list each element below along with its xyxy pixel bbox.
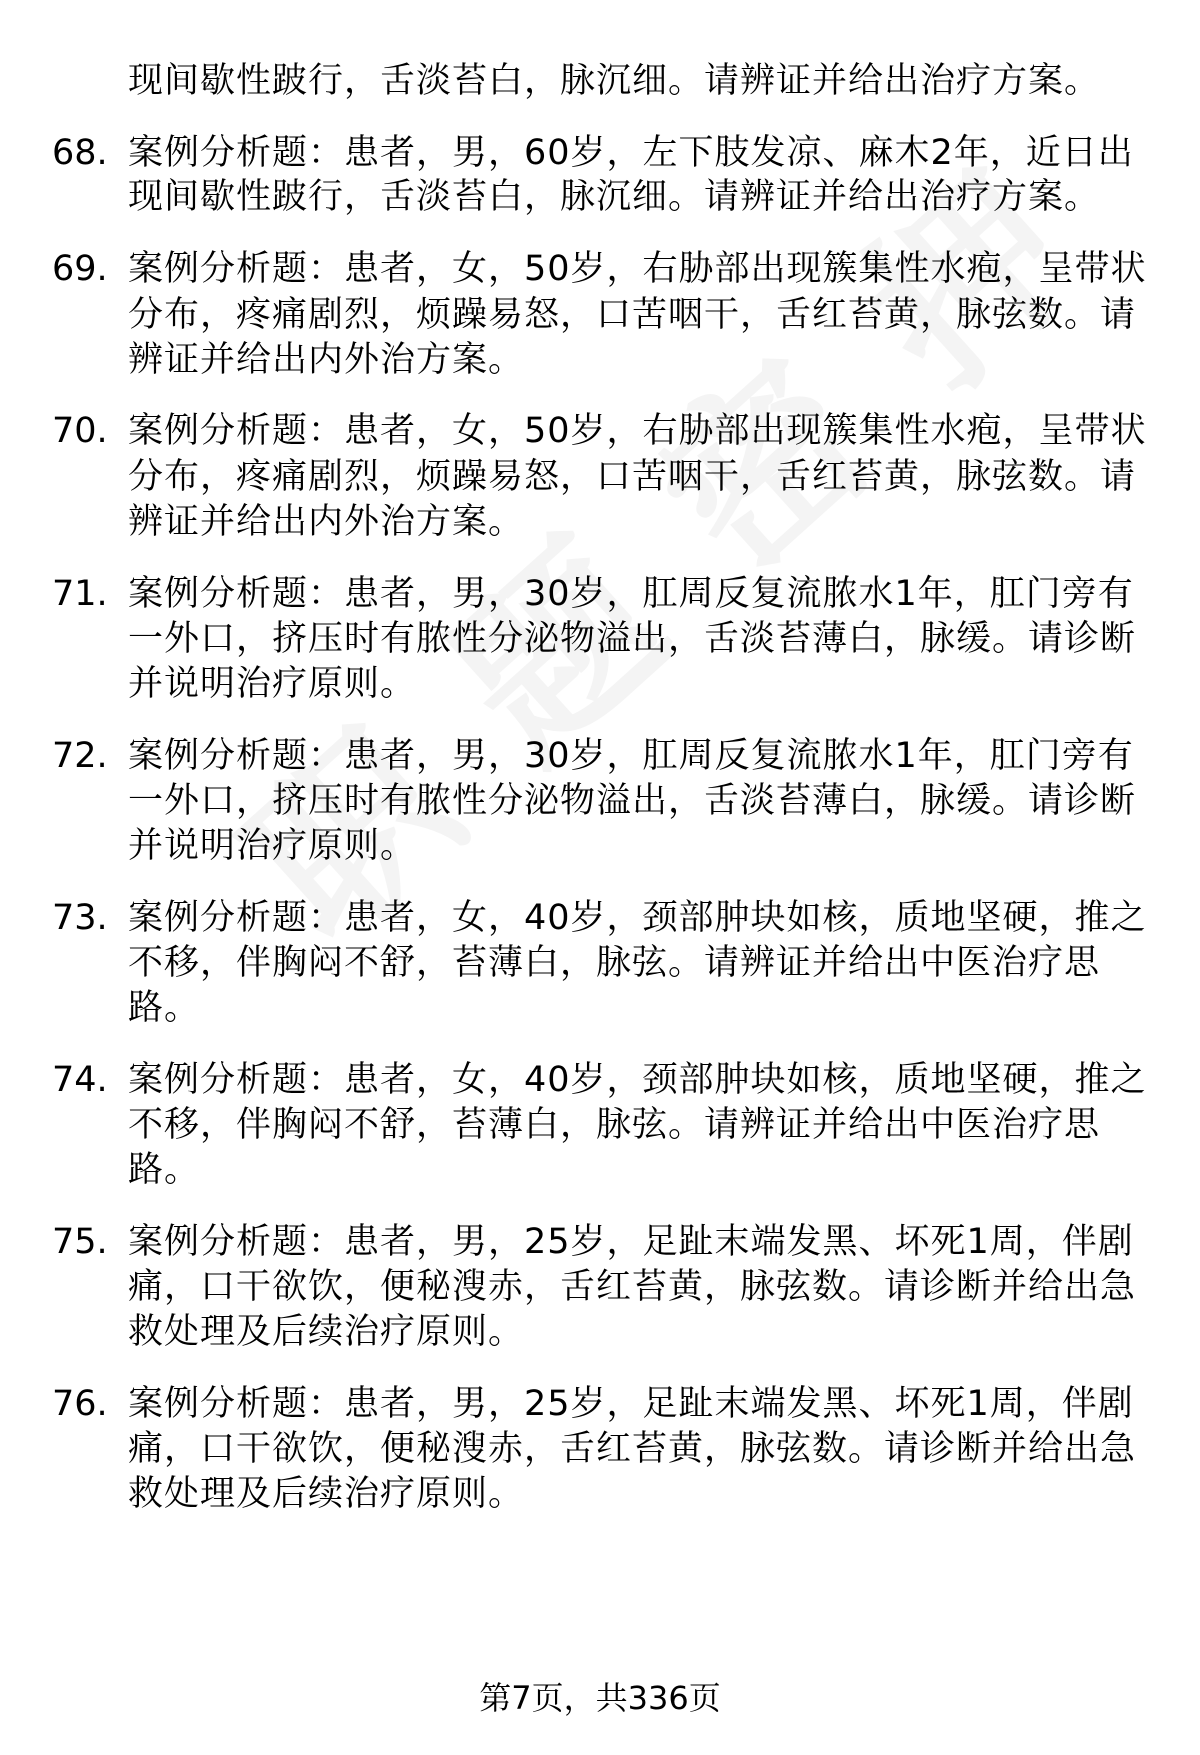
question-line: 痛，口干欲饮，便秘溲赤，舌红苔黄，脉弦数。请诊断并给出急 [128,1429,1137,1469]
continuation-line: 现间歇性跛行，舌淡苔白，脉沉细。请辨证并给出治疗方案。 [128,61,1101,101]
question-line: 救处理及后续治疗原则。 [128,1312,525,1352]
question-line: 路。 [128,1150,201,1190]
question-number: 74. [52,1060,108,1100]
question-line: 路。 [128,988,201,1028]
question-number: 69. [52,249,108,289]
question-line: 案例分析题：患者，女，40岁，颈部肿块如核，质地坚硬，推之 [128,898,1147,938]
question-number: 76. [52,1384,108,1424]
page-number-footer: 第7页，共336页 [479,1679,721,1717]
question-number: 71. [52,574,108,614]
question-line: 救处理及后续治疗原则。 [128,1474,525,1514]
question-line: 一外口，挤压时有脓性分泌物溢出，舌淡苔薄白，脉缓。请诊断 [128,781,1137,821]
question-line: 辨证并给出内外治方案。 [128,502,525,542]
question-line: 辨证并给出内外治方案。 [128,340,525,380]
question-number: 72. [52,736,108,776]
question-number: 73. [52,898,108,938]
question-line: 并说明治疗原则。 [128,826,417,866]
question-line: 分布，疼痛剧烈，烦躁易怒，口苦咽干，舌红苔黄，脉弦数。请 [128,295,1137,335]
question-line: 案例分析题：患者，女，40岁，颈部肿块如核，质地坚硬，推之 [128,1060,1147,1100]
question-line: 现间歇性跛行，舌淡苔白，脉沉细。请辨证并给出治疗方案。 [128,177,1101,217]
question-line: 不移，伴胸闷不舒，苔薄白，脉弦。请辨证并给出中医治疗思 [128,943,1101,983]
question-number: 68. [52,133,108,173]
question-line: 不移，伴胸闷不舒，苔薄白，脉弦。请辨证并给出中医治疗思 [128,1105,1101,1145]
question-number: 75. [52,1222,108,1262]
question-line: 分布，疼痛剧烈，烦躁易怒，口苦咽干，舌红苔黄，脉弦数。请 [128,457,1137,497]
question-line: 一外口，挤压时有脓性分泌物溢出，舌淡苔薄白，脉缓。请诊断 [128,619,1137,659]
question-line: 案例分析题：患者，女，50岁，右胁部出现簇集性水疱，呈带状 [128,249,1147,289]
question-number: 70. [52,411,108,451]
question-line: 案例分析题：患者，男，30岁，肛周反复流脓水1年，肛门旁有 [128,574,1134,614]
question-line: 案例分析题：患者，男，25岁，足趾末端发黑、坏死1周，伴剧 [128,1222,1134,1262]
question-line: 案例分析题：患者，女，50岁，右胁部出现簇集性水疱，呈带状 [128,411,1147,451]
question-line: 案例分析题：患者，男，30岁，肛周反复流脓水1年，肛门旁有 [128,736,1134,776]
question-line: 并说明治疗原则。 [128,664,417,704]
question-line: 案例分析题：患者，男，25岁，足趾末端发黑、坏死1周，伴剧 [128,1384,1134,1424]
question-line: 痛，口干欲饮，便秘溲赤，舌红苔黄，脉弦数。请诊断并给出急 [128,1267,1137,1307]
question-line: 案例分析题：患者，男，60岁，左下肢发凉、麻木2年，近日出 [128,133,1134,173]
